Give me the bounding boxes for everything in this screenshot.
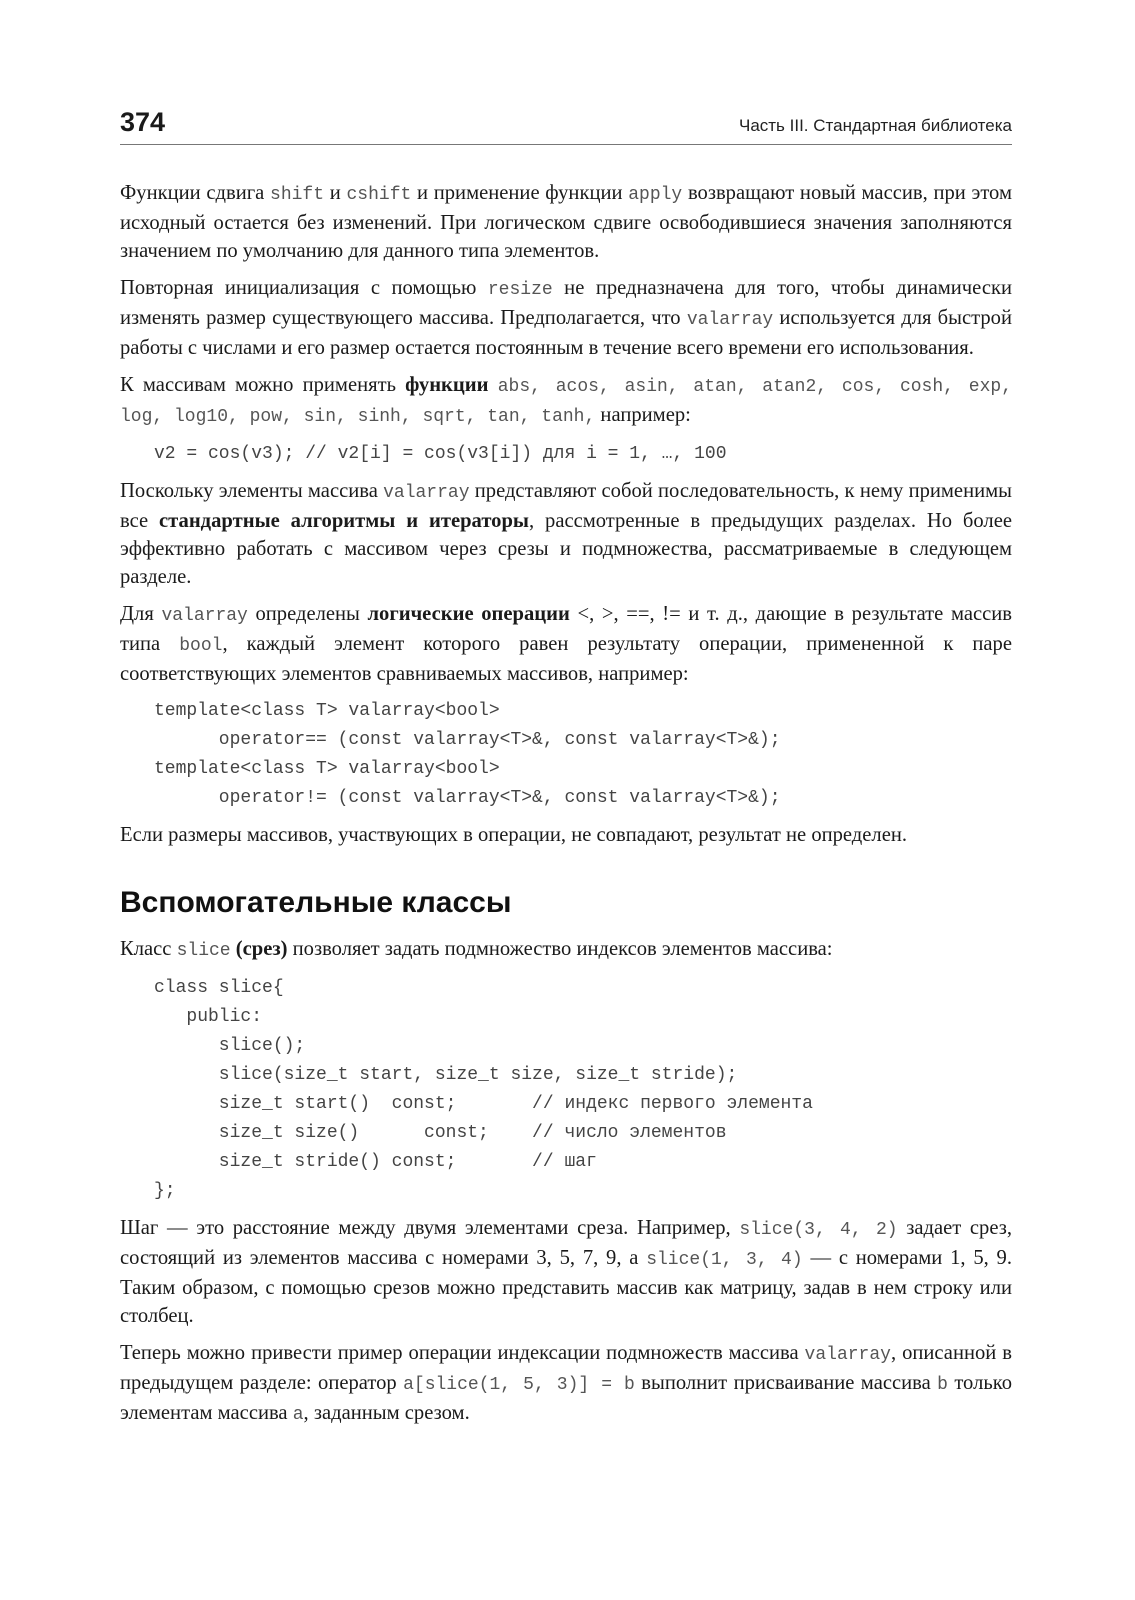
paragraph-math-functions: К массивам можно применять функции abs, acos, asin, atan, atan2, cos, cosh, exp, log, log10, pow, sin, sinh, sqrt, tan, tanh, например: [120, 374, 1012, 427]
paragraph-shift-functions: Функции сдвига shift и cshift и применение функции apply возвращают новый массив, при этом исходный остается без изменений. При логическом сдвиге освободившиеся значения заполняются значением по умолчанию для данного типа элементов. [120, 182, 1012, 262]
page-header [120, 108, 1012, 145]
paragraph-algorithms: Поскольку элементы массива valarray представляют собой последовательность, к нему применимы все стандартные алгоритмы и итераторы, рассмотренные в предыдущих разделах. Но более эффективно работать с массивом через срезы и подмножества, рассматриваемые в следующем разделе. [120, 480, 1012, 588]
book-page [120, 108, 1012, 1438]
page-content [120, 179, 1012, 1429]
paragraph-indexing: Теперь можно привести пример операции индексации подмножеств массива valarray, описанной в предыдущем разделе: оператор a[slice(1, 5, 3)] = b выполнит присваивание массива b только элементам массива a, заданным срезом. [120, 1342, 1012, 1425]
code-example-operators: template<class T> valarray<bool> operator== (const valarray<T>&, const valarray<T>&); template<class T> valarray<bool> operator!= (const valarray<T>&, const valarray<T>&); [154, 701, 781, 808]
paragraph-slice-class: Класс slice (срез) позволяет задать подмножество индексов элементов массива: [120, 938, 833, 961]
code-example-cos: v2 = cos(v3); // v2[i] = cos(v3[i]) для i = 1, …, 100 [154, 444, 727, 464]
page-number: 374 [120, 107, 166, 137]
code-example-slice: class slice{ public: slice(); slice(size_t start, size_t size, size_t stride); size_t start() const; // индекс первого элемента size_t size() const; // число элементов size_t stride() const; // шаг }; [154, 978, 813, 1201]
section-heading: Вспомогательные классы [120, 886, 512, 919]
paragraph-size-mismatch: Если размеры массивов, участвующих в операции, не совпадают, результат не определен. [120, 824, 908, 846]
paragraph-resize: Повторная инициализация с помощью resize не предназначена для того, чтобы динамически изменять размер существующего массива. Предполагается, что valarray используется для быстрой работы с числами и его размер остается постоянным в течение всего времени его использования. [120, 277, 1012, 359]
paragraph-stride: Шаг — это расстояние между двумя элементами среза. Например, slice(3, 4, 2) задает срез, состоящий из элементов массива с номерами 3, 5, 7, 9, а slice(1, 3, 4) — с номерами 1, 5, 9. Таким образом, с помощью срезов можно представить массив как матрицу, задав в нем строку или столбец. [120, 1217, 1013, 1327]
running-title: Часть III. Стандартная библиотека [738, 116, 1012, 135]
paragraph-logical-ops: Для valarray определены логические операции <, >, ==, != и т. д., дающие в результате массив типа bool, каждый элемент которого равен результату операции, примененной к паре соответствующих элементов сравниваемых массивов, например: [120, 603, 1013, 685]
